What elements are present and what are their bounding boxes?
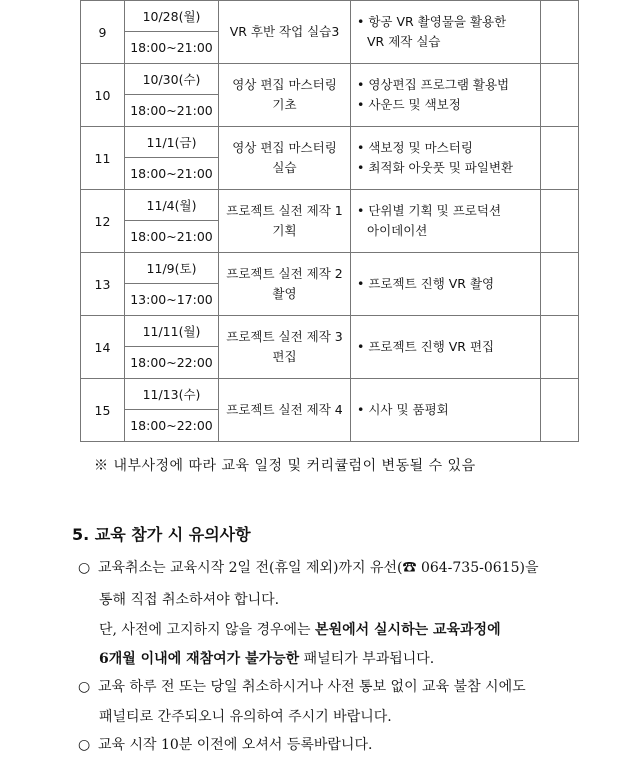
session-time: 18:00~21:00 <box>125 32 219 64</box>
schedule-row <box>81 64 579 95</box>
notice-text-plain: 패널티가 부과됩니다. <box>299 651 435 667</box>
notice-text: 패널티로 간주되오니 유의하여 주시기 바랍니다. <box>99 709 392 725</box>
session-desc-line: 아이데이션 <box>367 223 428 238</box>
session-title-line: 실습 <box>272 160 297 175</box>
session-desc-line: • 시사 및 품평회 <box>357 402 449 417</box>
notice-item-arrival <box>78 736 372 754</box>
notice-text: 통해 직접 취소하셔야 합니다. <box>99 592 280 608</box>
session-number: 14 <box>81 316 125 379</box>
notice-text <box>99 619 501 639</box>
session-title-line: 프로젝트 실전 제작 2 <box>226 266 343 281</box>
session-date: 11/4(월) <box>125 190 219 221</box>
session-date: 11/13(수) <box>125 379 219 410</box>
session-number: 11 <box>81 127 125 190</box>
schedule-row <box>81 190 579 221</box>
session-title-line: 편집 <box>272 349 297 364</box>
session-desc-line: • 색보정 및 마스터링 <box>357 140 473 155</box>
session-title <box>219 127 351 190</box>
session-number: 9 <box>81 1 125 64</box>
notice-item-noshow <box>78 678 526 696</box>
notice-text-bold: 본원에서 실시하는 교육과정에 <box>315 622 501 638</box>
session-desc-line: • 항공 VR 촬영물을 활용한 <box>357 14 507 29</box>
session-remark <box>541 127 579 190</box>
session-desc-line: • 영상편집 프로그램 활용법 <box>357 77 510 92</box>
session-desc-line: • 단위별 기획 및 프로덕션 <box>357 203 502 218</box>
session-title <box>219 316 351 379</box>
session-title-line: 기획 <box>272 223 297 238</box>
session-date: 10/28(월) <box>125 1 219 32</box>
circle-bullet-icon: ○ <box>78 737 91 753</box>
session-title <box>219 190 351 253</box>
session-remark <box>541 379 579 442</box>
session-description <box>351 253 541 316</box>
schedule-row <box>81 379 579 410</box>
schedule-row <box>81 127 579 158</box>
session-date: 10/30(수) <box>125 64 219 95</box>
session-number: 15 <box>81 379 125 442</box>
session-title-line: 프로젝트 실전 제작 4 <box>226 402 343 417</box>
session-number: 13 <box>81 253 125 316</box>
session-description <box>351 379 541 442</box>
notice-item-cancel <box>78 559 538 577</box>
circle-bullet-icon: ○ <box>78 679 91 695</box>
notice-text <box>99 648 434 668</box>
session-title-line: 프로젝트 실전 제작 3 <box>226 329 343 344</box>
session-desc-line: • 프로젝트 진행 VR 편집 <box>357 339 495 354</box>
session-time: 18:00~21:00 <box>125 95 219 127</box>
session-title-line: 영상 편집 마스터링 <box>232 77 337 92</box>
session-remark <box>541 316 579 379</box>
session-title-line: 기초 <box>272 97 297 112</box>
schedule-row <box>81 253 579 284</box>
session-desc-line: • 최적화 아웃풋 및 파일변환 <box>357 160 514 175</box>
notice-text: 교육 시작 10분 이전에 오셔서 등록바랍니다. <box>98 737 373 753</box>
session-desc-line: • 프로젝트 진행 VR 촬영 <box>357 276 495 291</box>
session-title-line: VR 후반 작업 실습3 <box>229 24 340 39</box>
notice-text: 교육취소는 교육시작 2일 전(휴일 제외)까지 유선(☎ 064-735-0615)을 <box>98 560 539 576</box>
session-number: 10 <box>81 64 125 127</box>
notice-text-bold: 6개월 이내에 재참여가 불가능한 <box>99 651 300 667</box>
session-time: 18:00~21:00 <box>125 221 219 253</box>
session-desc-line: • 사운드 및 색보정 <box>357 97 461 112</box>
schedule-row <box>81 1 579 32</box>
session-date: 11/11(월) <box>125 316 219 347</box>
session-date: 11/9(토) <box>125 253 219 284</box>
session-remark <box>541 253 579 316</box>
schedule-table <box>80 0 579 442</box>
session-desc-line: VR 제작 실습 <box>367 34 441 49</box>
session-description <box>351 64 541 127</box>
session-title <box>219 379 351 442</box>
session-date: 11/1(금) <box>125 127 219 158</box>
session-description <box>351 316 541 379</box>
session-title <box>219 64 351 127</box>
notice-text: 교육 하루 전 또는 당일 취소하시거나 사전 통보 없이 교육 불참 시에도 <box>98 679 526 695</box>
session-title-line: 프로젝트 실전 제작 1 <box>226 203 343 218</box>
session-time: 18:00~22:00 <box>125 410 219 442</box>
session-title-line: 촬영 <box>272 286 297 301</box>
schedule-row <box>81 316 579 347</box>
session-description <box>351 1 541 64</box>
notice-text-plain: 단, 사전에 고지하지 않을 경우에는 <box>99 622 316 638</box>
session-number: 12 <box>81 190 125 253</box>
session-time: 13:00~17:00 <box>125 284 219 316</box>
session-time: 18:00~22:00 <box>125 347 219 379</box>
session-title <box>219 253 351 316</box>
section-title: 5. 교육 참가 시 유의사항 <box>72 525 251 544</box>
session-title <box>219 1 351 64</box>
session-description <box>351 127 541 190</box>
session-remark <box>541 1 579 64</box>
session-title-line: 영상 편집 마스터링 <box>232 140 337 155</box>
circle-bullet-icon: ○ <box>78 560 91 576</box>
session-remark <box>541 64 579 127</box>
session-time: 18:00~21:00 <box>125 158 219 190</box>
schedule-note: ※ 내부사정에 따라 교육 일정 및 커리큘럼이 변동될 수 있음 <box>94 458 476 474</box>
session-remark <box>541 190 579 253</box>
session-description <box>351 190 541 253</box>
